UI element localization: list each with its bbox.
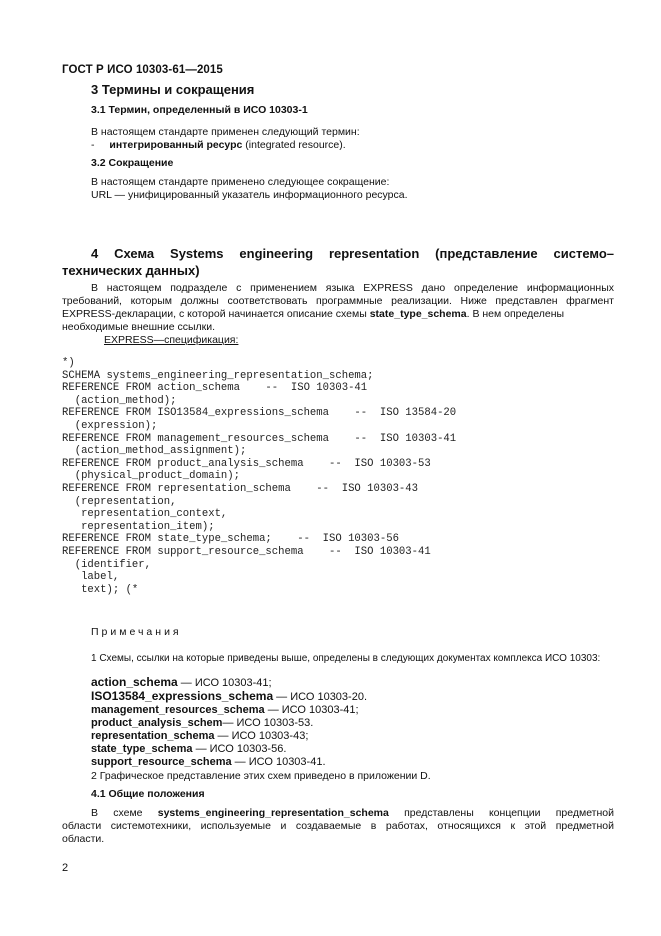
schema-standard-ref: — ИСО 10303-41. [231, 756, 326, 768]
abbreviation-url: URL — унифицированный указатель информационного ресурса. [91, 189, 408, 201]
code-line: REFERENCE FROM state_type_schema; -- ISO 10303-56 [62, 533, 399, 546]
schema-standard-ref: — ИСО 10303-56. [192, 743, 287, 755]
code-line: (physical_product_domain); [62, 470, 241, 483]
schema-list-item [91, 756, 367, 769]
section-4-para-line2: требований, которым должны соответствовать программные реализации. Ниже представлен фрагмент [62, 295, 614, 307]
code-line: representation_item); [62, 520, 215, 533]
code-line: SCHEMA systems_engineering_representation_schema; [62, 369, 374, 382]
schema-name: representation_schema [91, 730, 215, 742]
code-line: (action_method_assignment); [62, 445, 247, 458]
schema-name: product_analysis_schem [91, 717, 223, 729]
schema-list-item [91, 676, 367, 690]
section-3-2-text: В настоящем стандарте применено следующее сокращение: [91, 176, 390, 188]
document-id-header: ГОСТ Р ИСО 10303-61—2015 [62, 64, 223, 76]
section-4-para-line4: необходимые внешние ссылки. [62, 321, 216, 333]
schema-list-item [91, 730, 367, 743]
schema-list-item [91, 743, 367, 756]
schema-standard-ref: — ИСО 10303-41; [264, 704, 359, 716]
code-line: (identifier, [62, 558, 152, 571]
notes-title: Примечания [91, 626, 182, 638]
code-line: REFERENCE FROM support_resource_schema -- ISO 10303-41 [62, 545, 431, 558]
schema-standard-ref: — ИСО 10303-41; [177, 677, 272, 689]
section-4-para-line3: EXPRESS-декларации, с которой начинается описание схемы state_type_schema. В нем определены [62, 308, 565, 320]
schema-standard-ref: — ИСО 10303-53. [222, 717, 314, 729]
note-1: 1 Схемы, ссылки на которые приведены выше, определены в следующих документах комплекса ИСО 10303: [91, 653, 601, 664]
schema-standard-ref: — ИСО 10303-20. [273, 691, 368, 703]
section-4-1-line1: В схеме systems_engineering_representation_schema представлены концепции предметной [91, 807, 614, 819]
code-line: (representation, [62, 495, 177, 508]
term-item [91, 139, 346, 152]
schema-name: state_type_schema [91, 743, 193, 755]
section-4-para-line1: В настоящем подразделе с применением языка EXPRESS дано определение информационных [91, 282, 614, 294]
section-4-1-line3: области. [62, 833, 105, 845]
code-line: *) [62, 357, 75, 369]
schema-name: support_resource_schema [91, 756, 232, 768]
section-3-title: 3 Термины и сокращения [91, 82, 255, 97]
note-2: 2 Графическое представление этих схем приведено в приложении D. [91, 770, 431, 782]
code-line: REFERENCE FROM action_schema -- ISO 10303-41 [62, 382, 368, 395]
code-line: label, [62, 571, 120, 584]
state-type-schema-ref: state_type_schema [369, 308, 467, 320]
code-line: REFERENCE FROM ISO13584_expressions_schema -- ISO 13584-20 [62, 407, 457, 420]
schema-name: ISO13584_expressions_schema [91, 689, 274, 703]
schema-name: action_schema [91, 675, 178, 689]
term-name: интегрированный ресурс [109, 139, 243, 151]
term-english: (integrated resource). [242, 139, 346, 151]
section-3-2-title: 3.2 Сокращение [91, 157, 174, 169]
code-line: (action_method); [62, 394, 177, 407]
schema-standard-ref: — ИСО 10303-43; [214, 730, 309, 742]
section-4-title-line2: технических данных) [62, 263, 200, 278]
code-line: text); (* [62, 583, 139, 596]
code-line: REFERENCE FROM product_analysis_schema -- ISO 10303-53 [62, 457, 431, 470]
schema-name: management_resources_schema [91, 704, 265, 716]
express-code-block [62, 357, 456, 596]
code-line: REFERENCE FROM representation_schema -- ISO 10303-43 [62, 482, 419, 495]
page-number: 2 [62, 862, 69, 874]
section-3-1-text: В настоящем стандарте применен следующий термин: [91, 126, 360, 138]
term-dash: - [91, 139, 95, 151]
section-3-1-title: 3.1 Термин, определенный в ИСО 10303-1 [91, 104, 308, 116]
schema-reference-list [91, 676, 367, 769]
schema-list-item [91, 717, 367, 730]
code-line: REFERENCE FROM management_resources_schema -- ISO 10303-41 [62, 432, 457, 445]
section-4-1-line2: области системотехники, используемые и создаваемые в работах, относящихся к этой предметной [62, 820, 614, 832]
schema-name-ref: systems_engineering_representation_schema [157, 807, 389, 819]
section-4-1-title: 4.1 Общие положения [91, 788, 205, 800]
schema-list-item [91, 690, 367, 704]
express-spec-label: EXPRESS—спецификация: [104, 334, 239, 346]
code-line: (expression); [62, 419, 158, 432]
schema-list-item [91, 704, 367, 717]
section-4-title-line1: 4 Схема Systems engineering representation (представление системо– [91, 246, 614, 261]
code-line: representation_context, [62, 508, 228, 521]
